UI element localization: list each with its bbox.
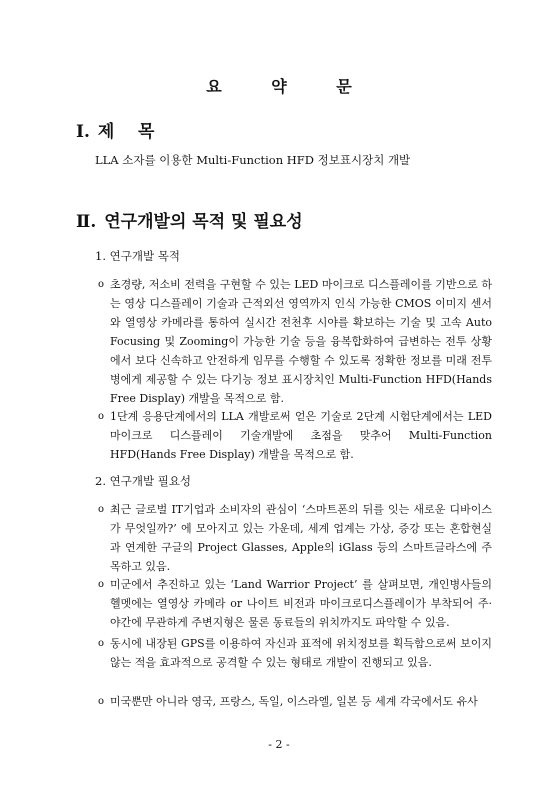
- page-title: 요 약 문: [206, 77, 374, 96]
- bullet-mark: ο: [98, 279, 105, 290]
- bullet-text: 최근 글로벌 IT기업과 소비자의 관심이 ‘스마트폰의 뒤를 잇는 새로운 디바이스가 무엇일까?’ 에 모아지고 있는 가운데, 세계 업계는 가상, 증강 또는 혼합현실과 연계한 구글의 Project Glasses, Apple의 iGlass 등의 스마트글라스에 주목하고 있음.: [110, 503, 492, 573]
- bullet-text: 1단계 응용단계에서의 LLA 개발로써 얻은 기술로 2단계 시험단계에서는 LED 마이크로 디스플레이 기술개발에 초점을 맞추어 Multi-Function HFD(Hands Free Display) 개발을 목적으로 함.: [110, 410, 492, 461]
- section-1-number: Ⅰ.: [76, 122, 90, 142]
- bullet-text: 동시에 내장된 GPS를 이용하여 자신과 표적에 위치정보를 획득함으로써 보이지 않는 적을 효과적으로 공격할 수 있는 형태로 개발이 진행되고 있음.: [110, 637, 492, 669]
- bullet-text: 미국뿐만 아니라 영국, 프랑스, 독일, 이스라엘, 일본 등 세계 각국에서도 유사: [110, 695, 478, 708]
- bullet-mark: ο: [98, 579, 105, 590]
- bullet-mark: ο: [98, 638, 105, 649]
- section-2-title: 연구개발의 목적 및 필요성: [104, 212, 303, 232]
- bullet-mark: ο: [98, 696, 105, 707]
- necessity-bullet-4: [98, 692, 492, 711]
- bullet-mark: ο: [98, 504, 105, 515]
- subsection-2-heading: 2. 연구개발 필요성: [95, 474, 192, 488]
- section-2-number: Ⅱ.: [76, 212, 97, 232]
- necessity-bullet-3: [98, 634, 492, 672]
- subsection-1-heading: 1. 연구개발 목적: [95, 249, 180, 263]
- purpose-bullet-1: [98, 275, 492, 408]
- bullet-text: 미군에서 추진하고 있는 ‘Land Warrior Project’ 를 살펴보면, 개인병사들의 헬멧에는 열영상 카메라 or 나이트 비전과 마이크로디스플레이가 부착되어 주·야간에 무관하게 주변지형은 물론 동료들의 위치까지도 파악할 수 있음.: [110, 578, 492, 629]
- page-number: - 2 -: [268, 738, 290, 751]
- necessity-bullet-2: [98, 575, 492, 632]
- bullet-text: 초경량, 저소비 전력을 구현할 수 있는 LED 마이크로 디스플레이를 기반으로 하는 영상 디스플레이 기술과 근적외선 영역까지 인식 가능한 CMOS 이미지 센서와 열영상 카메라를 통하여 실시간 전천후 시야를 확보하는 기술 및 고속 Auto Focusing 및 Zooming이 가능한 기술 등을 융복합화하여 급변하는 전투 상황에서 보다 신속하고 안전하게 임무를 수행할 수 있도록 정확한 정보를 미래 전투병에게 제공할 수 있는 다기능 정보 표시장치인 Multi-Function HFD(Hands Free Display) 개발을 목적으로 함.: [110, 278, 492, 405]
- project-title-text: LLA 소자를 이용한 Multi-Function HFD 정보표시장치 개발: [95, 153, 411, 167]
- necessity-bullet-1: [98, 500, 492, 576]
- bullet-mark: ο: [98, 411, 105, 422]
- section-1-heading: [76, 117, 154, 142]
- section-2-heading: [76, 207, 303, 232]
- section-1-title: 제 목: [97, 122, 155, 142]
- purpose-bullet-2: [98, 407, 492, 464]
